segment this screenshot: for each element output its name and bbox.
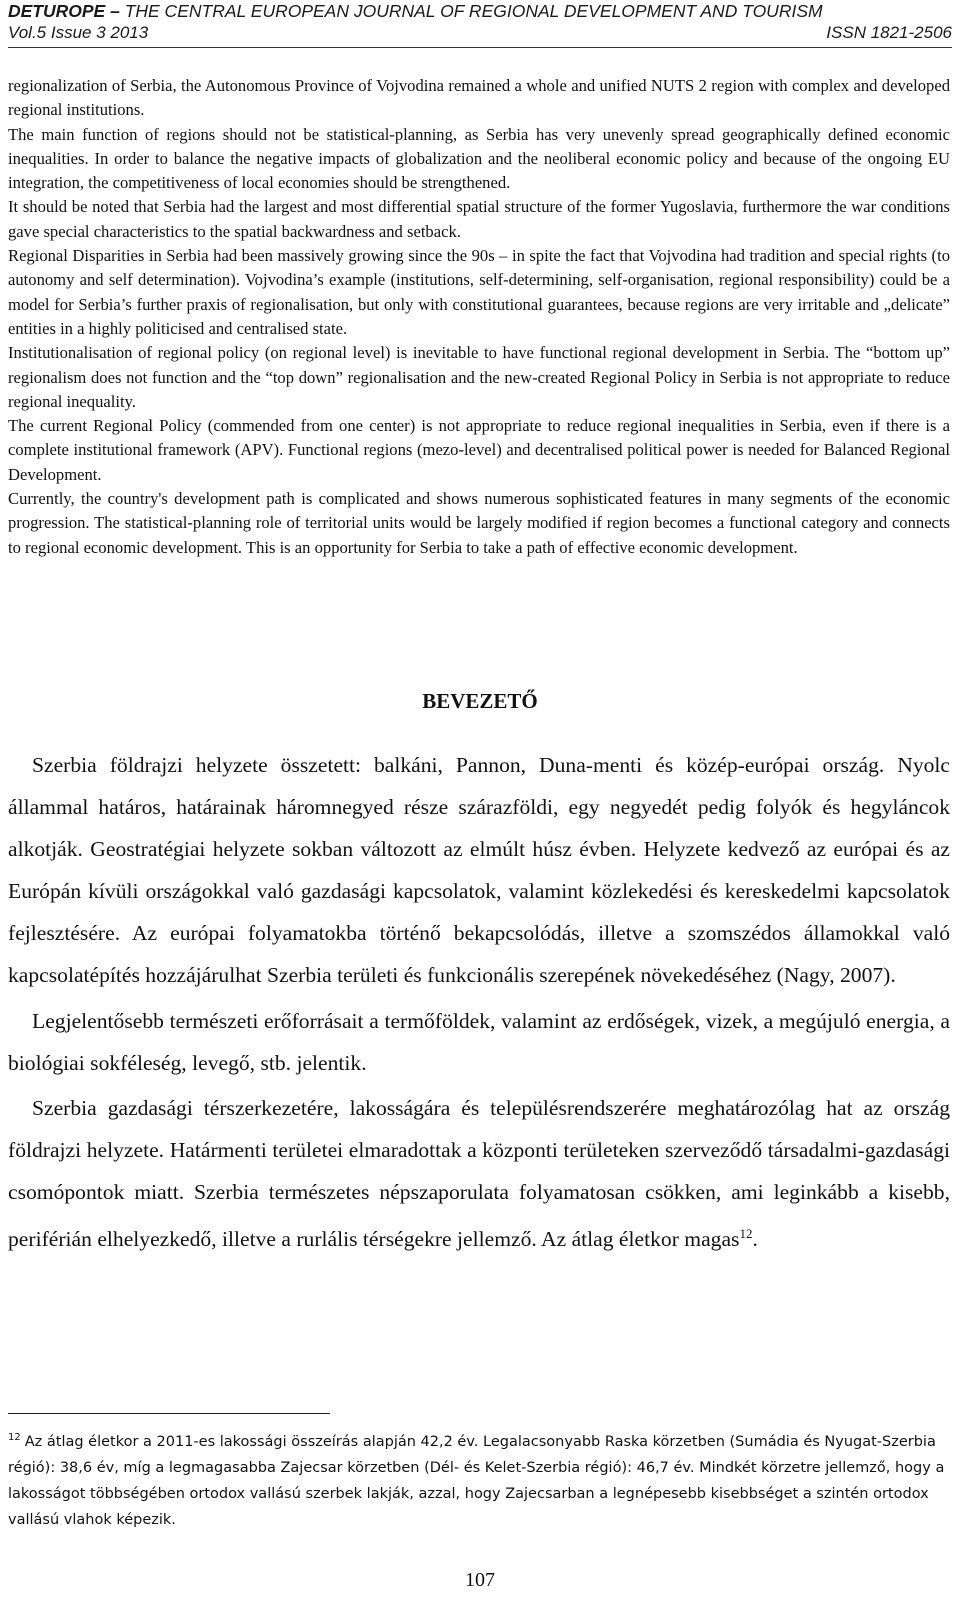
paragraph: The main function of regions should not be statistical-planning, as Serbia has very unevenly spread geographically defined economic inequalities. In order to balance the negative impacts of globalization and the neoliberal economic policy and because of the ongoing EU integration, the competitiveness of local economies should be strengthened. [8, 124, 950, 193]
hungarian-body [8, 744, 950, 1264]
paragraph: Szerbia földrajzi helyzete összetett: balkáni, Pannon, Duna-menti és közép-európai ország. Nyolc állammal határos, határainak háromnegyed része szárazföldi, egy negyedét pedig folyók és hegyláncok alkotják. Geostratégiai helyzete sokban változott az elmúlt húsz évben. Helyzete kedvező az európai és az Európán kívüli országokkal való gazdasági kapcsolatok, valamint közlekedési és kereskedelmi kapcsolatok fejlesztésére. Az európai folyamatokba történő bekapcsolódás, illetve a szomszédos államokkal való kapcsolatépítés hozzájárulhat Szerbia területi és funkcionális szerepének növekedéséhez (Nagy, 2007). [8, 753, 950, 987]
page-number: 107 [465, 1569, 495, 1591]
footnote-number: 12 [8, 1432, 21, 1443]
paragraph: It should be noted that Serbia had the largest and most differential spatial structure of the former Yugoslavia, furthermore the war conditions gave special characteristics to the spatial backwardness and setback. [8, 197, 950, 241]
footnote-divider [8, 1413, 330, 1414]
journal-name: DETUROPE – [8, 1, 120, 21]
footnote [8, 1425, 948, 1533]
footnote-reference[interactable]: 12 [739, 1226, 753, 1242]
paragraph: regionalization of Serbia, the Autonomous Province of Vojvodina remained a whole and unified NUTS 2 region with complex and developed regional institutions. [8, 76, 950, 120]
paragraph: The current Regional Policy (commended from one center) is not appropriate to reduce regional inequalities in Serbia, even if there is a complete institutional framework (APV). Functional regions (mezo-level) and decentralised political power is needed for Balanced Regional Development. [8, 416, 950, 484]
paragraph-end: . [752, 1227, 758, 1252]
volume-issue: Vol.5 Issue 3 2013 [8, 23, 149, 42]
section-heading: BEVEZETŐ [422, 689, 538, 713]
journal-subtitle: THE CENTRAL EUROPEAN JOURNAL OF REGIONAL DEVELOPMENT AND TOURISM [119, 1, 823, 21]
running-header [8, 0, 952, 48]
header-divider [8, 47, 952, 48]
paragraph [8, 1087, 950, 1260]
footnote-text: Az átlag életkor a 2011-es lakossági összeírás alapján 42,2 év. Legalacsonyabb Raska körzetben (Sumádia és Nyugat-Szerbia régió): 38,6 év, míg a legmagasabba Zajecsar körzetben (Dél- és Kelet-Szerbia régió): 46,7 év. Mindkét körzetre jellemző, hogy a lakosságot többségében ortodox vallású szerbek lakják, azzal, hogy Zajecsarban a legnépesebb kisebbséget a szintén ortodox vallású vlahok képezik. [8, 1433, 945, 1528]
paragraph: Institutionalisation of regional policy (on regional level) is inevitable to have functional regional development in Serbia. The “bottom up” regionalism does not function and the “top down” regionalisation and the new-created Regional Policy in Serbia is not appropriate to reduce regional inequality. [8, 343, 950, 411]
paragraph: Regional Disparities in Serbia had been massively growing since the 90s – in spite the fact that Vojvodina had tradition and special rights (to autonomy and self determination). Vojvodina’s example (institutions, self-determining, self-organisation, regional responsibility) could be a model for Serbia’s further praxis of regionalisation, but only with constitutional guarantees, because regions are very irritable and „delicate” entities in a highly politicised and centralised state. [8, 246, 950, 338]
paragraph-text: Szerbia gazdasági térszerkezetére, lakosságára és településrendszerére meghatározólag hat az ország földrajzi helyzete. Határmenti területei elmaradottak a központi területeken szerveződő társadalmi-gazdasági csomópontok miatt. Szerbia természetes népszaporulata folyamatosan csökken, ami leginkább a kisebb, periférián elhelyezkedő, illetve a rurlális térségekre jellemző. Az átlag életkor magas [8, 1096, 950, 1252]
issn: ISSN 1821-2506 [826, 23, 952, 42]
english-summary [8, 74, 950, 560]
paragraph: Currently, the country's development path is complicated and shows numerous sophisticated features in many segments of the economic progression. The statistical-planning role of territorial units would be largely modified if region becomes a functional category and connects to regional economic development. This is an opportunity for Serbia to take a path of effective economic development. [8, 489, 950, 557]
paragraph: Legjelentősebb természeti erőforrásait a termőföldek, valamint az erdőségek, vizek, a megújuló energia, a biológiai sokféleség, levegő, stb. jelentik. [8, 1008, 950, 1075]
journal-title [8, 0, 952, 22]
